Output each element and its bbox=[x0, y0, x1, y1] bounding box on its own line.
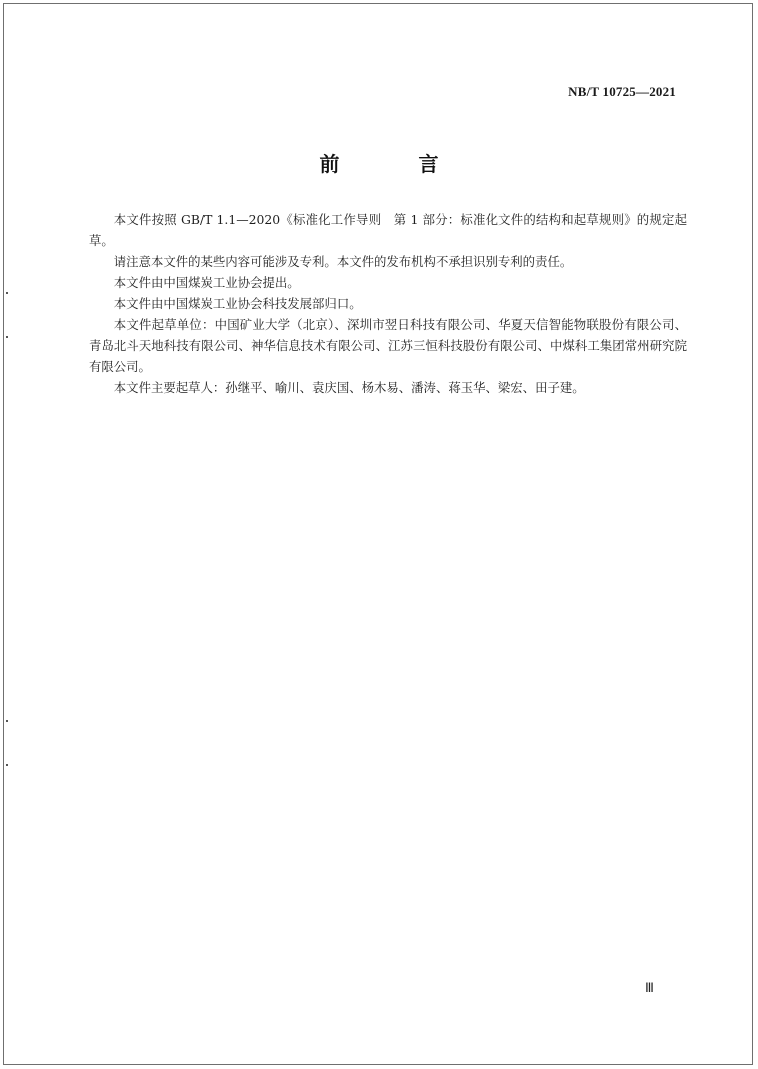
paragraph-drafters: 本文件主要起草人：孙继平、喻川、袁庆国、杨木易、潘涛、蒋玉华、梁宏、田子建。 bbox=[113, 380, 585, 395]
page-number: Ⅲ bbox=[645, 980, 654, 995]
scan-speck bbox=[6, 720, 8, 722]
foreword-body bbox=[89, 209, 687, 398]
paragraph-patent-notice: 请注意本文件的某些内容可能涉及专利。本文件的发布机构不承担识别专利的责任。 bbox=[113, 254, 573, 269]
scan-speck bbox=[6, 336, 8, 338]
paragraph-administrator: 本文件由中国煤炭工业协会科技发展部归口。 bbox=[113, 296, 362, 311]
paragraph-proposer: 本文件由中国煤炭工业协会提出。 bbox=[113, 275, 300, 290]
paragraph-drafting-units: 本文件起草单位：中国矿业大学（北京）、深圳市翌日科技有限公司、华夏天信智能物联股份有限公司、青岛北斗天地科技有限公司、神华信息技术有限公司、江苏三恒科技股份有限公司、中煤科工集团常州研究院有限公司。 bbox=[89, 317, 687, 374]
standard-code: NB/T 10725—2021 bbox=[568, 84, 676, 99]
scan-speck bbox=[6, 292, 8, 294]
scan-speck bbox=[6, 764, 8, 766]
paragraph-drafting-rules: 本文件按照 GB/T 1.1—2020《标准化工作导则 第 1 部分：标准化文件的结构和起草规则》的规定起草。 bbox=[89, 212, 687, 248]
foreword-title: 前 言 bbox=[319, 152, 475, 176]
